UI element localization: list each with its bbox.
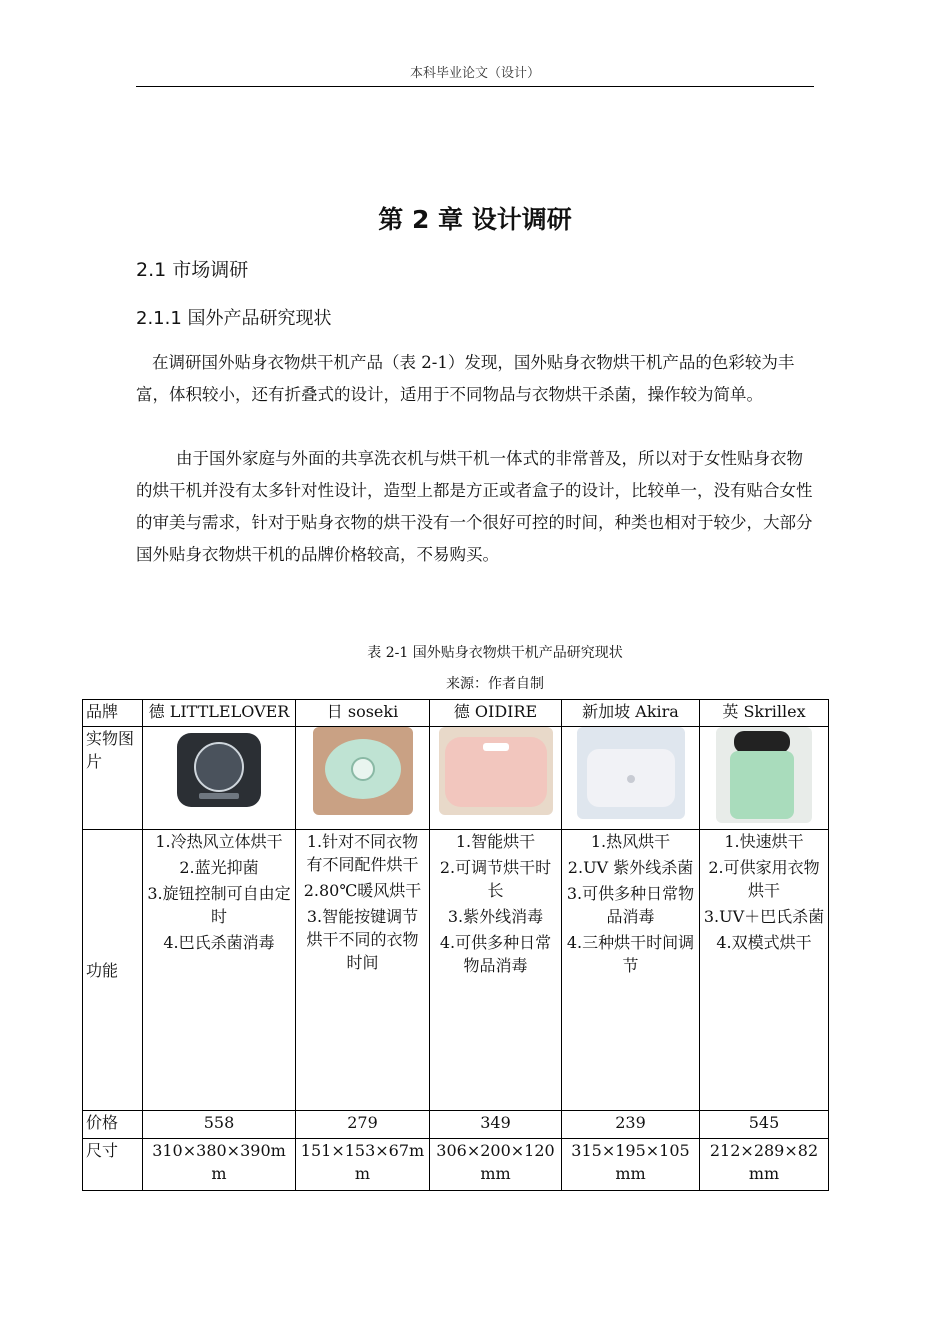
function-item: 1.冷热风立体烘干 xyxy=(155,832,283,851)
price-cell: 239 xyxy=(562,1111,700,1139)
brand-cell: 德 LITTLELOVER xyxy=(143,700,296,727)
function-item: 1.热风烘干 xyxy=(590,832,671,851)
row-label-image: 实物图片 xyxy=(83,727,143,830)
function-item: 3.智能按键调节烘干不同的衣物时间 xyxy=(306,907,419,972)
function-item: 3.可供多种日常物品消毒 xyxy=(566,884,695,926)
size-cell: 151×153×67mm xyxy=(296,1139,430,1191)
row-label-size: 尺寸 xyxy=(83,1139,143,1191)
product-image-cell xyxy=(700,727,829,830)
function-item: 2.蓝光抑菌 xyxy=(179,858,259,877)
product-photo-oidire xyxy=(439,727,553,815)
brand-cell: 英 Skrillex xyxy=(700,700,829,727)
function-cell xyxy=(430,830,562,1111)
row-label-brand: 品牌 xyxy=(83,700,143,727)
function-item: 3.紫外线消毒 xyxy=(447,907,544,926)
price-cell: 558 xyxy=(143,1111,296,1139)
function-item: 2.80℃暖风烘干 xyxy=(303,881,422,900)
subsection-title: 2.1.1 国外产品研究现状 xyxy=(136,308,332,329)
product-photo-soseki xyxy=(313,727,413,815)
function-item: 1.智能烘干 xyxy=(455,832,536,851)
row-label-price: 价格 xyxy=(83,1111,143,1139)
function-item: 2.可供家用衣物烘干 xyxy=(708,858,820,900)
function-cell xyxy=(143,830,296,1111)
size-cell: 315×195×105mm xyxy=(562,1139,700,1191)
section-title: 2.1 市场调研 xyxy=(136,259,249,281)
brand-cell: 德 OIDIRE xyxy=(430,700,562,727)
product-photo-akira xyxy=(577,727,685,819)
function-item: 1.快速烘干 xyxy=(724,832,804,851)
function-cell xyxy=(296,830,430,1111)
function-item: 4.双模式烘干 xyxy=(716,933,812,952)
table-caption: 表 2-1 国外贴身衣物烘干机产品研究现状 xyxy=(367,645,623,661)
paragraph: 在调研国外贴身衣物烘干机产品（表 2-1）发现，国外贴身衣物烘干机产品的色彩较为丰富，体积较小，还有折叠式的设计，适用于不同物品与衣物烘干杀菌，操作较为简单。 xyxy=(136,353,795,404)
product-image-cell xyxy=(430,727,562,830)
row-label-function: 功能 xyxy=(83,830,143,1111)
function-item: 2.UV 紫外线杀菌 xyxy=(567,858,694,877)
product-table xyxy=(82,699,829,1191)
function-item: 3.旋钮控制可自由定时 xyxy=(147,884,291,926)
brand-cell: 新加坡 Akira xyxy=(562,700,700,727)
product-photo-skrillex xyxy=(716,727,812,823)
product-image-cell xyxy=(296,727,430,830)
chapter-title: 第 2 章 设计调研 xyxy=(378,205,572,234)
size-cell: 306×200×120mm xyxy=(430,1139,562,1191)
size-cell: 212×289×82mm xyxy=(700,1139,829,1191)
running-header: 本科毕业论文（设计） xyxy=(136,64,814,87)
function-item: 3.UV＋巴氏杀菌 xyxy=(703,907,825,926)
size-cell: 310×380×390mm xyxy=(143,1139,296,1191)
function-item: 4.三种烘干时间调节 xyxy=(566,933,695,975)
paragraph: 由于国外家庭与外面的共享洗衣机与烘干机一体式的非常普及，所以对于女性贴身衣物的烘干机并没有太多针对性设计，造型上都是方正或者盒子的设计，比较单一，没有贴合女性的审美与需求，针对于贴身衣物的烘干没有一个很好可控的时间，种类也相对于较少，大部分国外贴身衣物烘干机的品牌价格较高，不易购买。 xyxy=(136,449,813,564)
function-cell xyxy=(562,830,700,1111)
product-image-cell xyxy=(562,727,700,830)
function-item: 4.巴氏杀菌消毒 xyxy=(163,933,275,952)
price-cell: 279 xyxy=(296,1111,430,1139)
table-source: 来源：作者自制 xyxy=(446,676,544,692)
product-image-cell xyxy=(143,727,296,830)
price-cell: 349 xyxy=(430,1111,562,1139)
function-item: 4.可供多种日常物品消毒 xyxy=(439,933,552,975)
price-cell: 545 xyxy=(700,1111,829,1139)
brand-cell: 日 soseki xyxy=(296,700,430,727)
function-item: 2.可调节烘干时长 xyxy=(439,858,552,900)
function-cell xyxy=(700,830,829,1111)
product-photo-littlelover xyxy=(171,727,267,811)
function-item: 1.针对不同衣物有不同配件烘干 xyxy=(306,832,419,874)
